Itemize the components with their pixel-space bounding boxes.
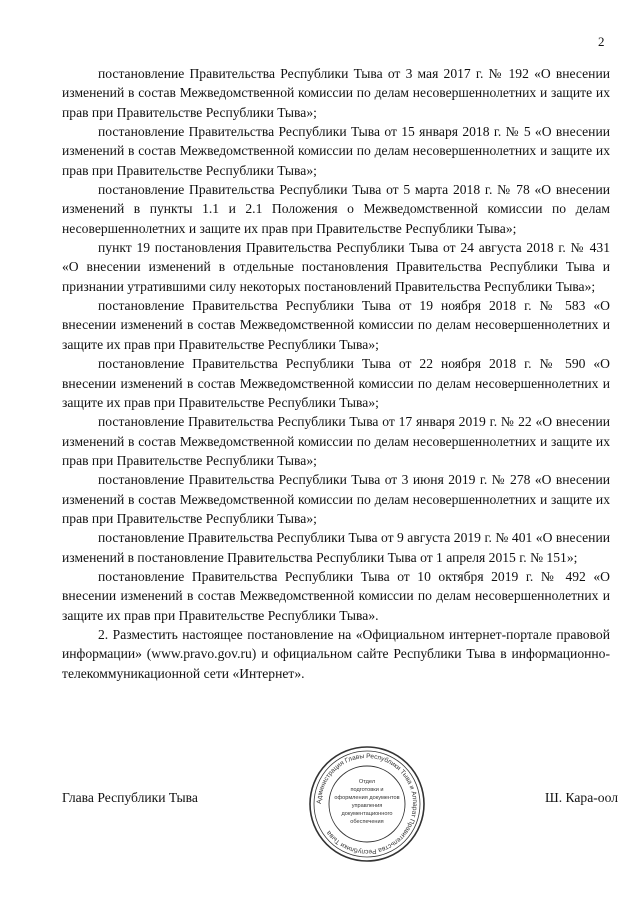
stamp-line: управления bbox=[351, 803, 383, 809]
page-number: 2 bbox=[598, 34, 605, 49]
list-item: постановление Правительства Республики Тыва от 9 августа 2019 г. № 401 «О внесении изменений в постановление Правительства Республики Тыва от 1 апреля 2015 г. № 151»; bbox=[62, 530, 610, 565]
stamp-line: обеспечения bbox=[350, 819, 384, 825]
stamp-seal-icon bbox=[308, 745, 426, 863]
stamp-line: подготовки и bbox=[350, 787, 384, 793]
clause-2-paragraph: 2. Разместить настоящее постановление на «Официальном интернет-портале правовой информации» (www.pravo.gov.ru) и официальном сайте Республики Тыва в информационно-телекоммуникационной сети «Интернет». bbox=[62, 626, 610, 681]
stamp-line: оформления документов bbox=[334, 795, 400, 801]
list-item: постановление Правительства Республики Тыва от 5 марта 2018 г. № 78 «О внесении изменений в пункты 1.1 и 2.1 Положения о Межведомственной комиссии по делам несовершеннолетних и защите их прав при Правительстве Республики Тыва»; bbox=[62, 182, 610, 236]
signatory-position: Глава Республики Тыва bbox=[62, 790, 198, 805]
document-body bbox=[62, 64, 610, 683]
stamp-line: документационного bbox=[341, 811, 393, 817]
list-item: постановление Правительства Республики Тыва от 17 января 2019 г. № 22 «О внесении изменений в состав Межведомственной комиссии по делам несовершеннолетних и защите их прав при Правительстве Республики Тыва»; bbox=[62, 414, 610, 468]
list-item: постановление Правительства Республики Тыва от 19 ноября 2018 г. № 583 «О внесении изменений в состав Межведомственной комиссии по делам несовершеннолетних и защите их прав при Правительстве Республики Тыва»; bbox=[62, 298, 610, 352]
stamp-line: Отдел bbox=[358, 779, 376, 785]
stamp-outer-text: Администрация Главы Республики Тыва и Аппарат Правительства Республики Тыва bbox=[315, 752, 419, 856]
list-item: постановление Правительства Республики Тыва от 10 октября 2019 г. № 492 «О внесении изменений в состав Межведомственной комиссии по делам несовершеннолетних и защите их прав при Правительстве Республики Тыва». bbox=[62, 568, 610, 623]
official-stamp bbox=[308, 745, 426, 863]
list-item: пункт 19 постановления Правительства Республики Тыва от 24 августа 2018 г. № 431 «О внесении изменений в отдельные постановления Правительства Республики Тыва и признании утратившими силу некоторых постановлений Правительства Республики Тыва»; bbox=[62, 240, 610, 294]
list-item: постановление Правительства Республики Тыва от 22 ноября 2018 г. № 590 «О внесении изменений в состав Межведомственной комиссии по делам несовершеннолетних и защите их прав при Правительстве Республики Тыва»; bbox=[62, 356, 610, 410]
list-item: постановление Правительства Республики Тыва от 3 июня 2019 г. № 278 «О внесении изменений в состав Межведомственной комиссии по делам несовершеннолетних и защите их прав при Правительстве Республики Тыва»; bbox=[62, 472, 610, 526]
list-item: постановление Правительства Республики Тыва от 15 января 2018 г. № 5 «О внесении изменений в состав Межведомственной комиссии по делам несовершеннолетних и защите их прав при Правительстве Республики Тыва»; bbox=[62, 124, 610, 178]
list-item: постановление Правительства Республики Тыва от 3 мая 2017 г. № 192 «О внесении изменений в состав Межведомственной комиссии по делам несовершеннолетних и защите их прав при Правительстве Республики Тыва»; bbox=[62, 66, 610, 120]
signatory-name: Ш. Кара-оол bbox=[545, 790, 618, 805]
